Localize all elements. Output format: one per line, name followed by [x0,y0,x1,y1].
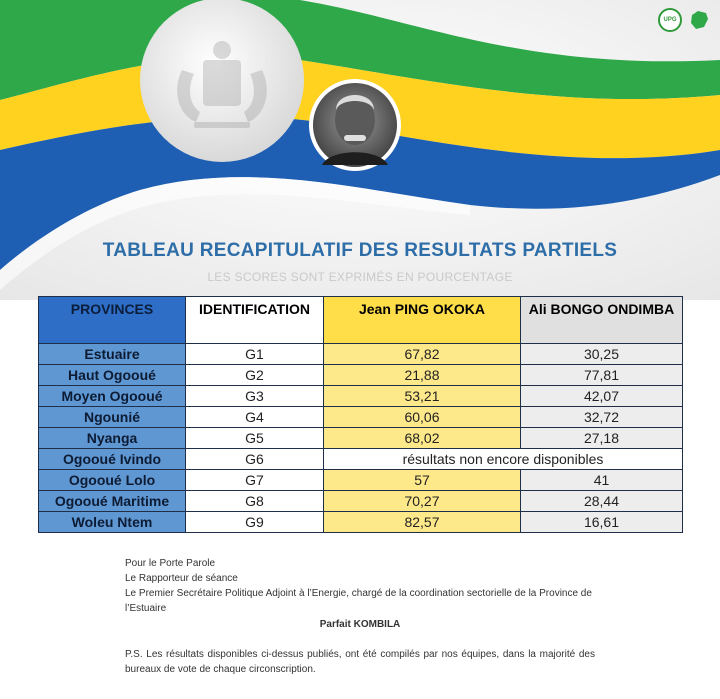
ping-score-cell: 53,21 [324,386,521,407]
bongo-score-cell: 27,18 [521,428,683,449]
page-title: TABLEAU RECAPITULATIF DES RESULTATS PARTIELS [102,240,618,261]
ping-score-cell: 21,88 [324,365,521,386]
id-cell: G1 [186,344,324,365]
id-cell: G7 [186,470,324,491]
id-cell: G9 [186,512,324,533]
header-identification: IDENTIFICATION [186,297,324,344]
province-cell: Ngounié [39,407,186,428]
id-cell: G8 [186,491,324,512]
postscript: P.S. Les résultats disponibles ci-dessus publiés, ont été compilés par nos équipes, dans la majorité des bureaux de vote de chaque circonscription. [125,649,595,675]
footer-line: Pour le Porte Parole [125,558,216,569]
id-cell: G3 [186,386,324,407]
table-row [39,344,683,365]
ping-score-cell: 68,02 [324,428,521,449]
ping-score-cell: 60,06 [324,407,521,428]
ping-score-cell: 67,82 [324,344,521,365]
id-cell: G2 [186,365,324,386]
unavailable-results-cell: résultats non encore disponibles [324,449,683,470]
bongo-score-cell: 28,44 [521,491,683,512]
id-cell: G6 [186,449,324,470]
ping-score-cell: 57 [324,470,521,491]
bongo-score-cell: 16,61 [521,512,683,533]
ping-score-cell: 70,27 [324,491,521,512]
bongo-score-cell: 77,81 [521,365,683,386]
bongo-score-cell: 32,72 [521,407,683,428]
header-jean-ping: Jean PING OKOKA [324,297,521,344]
province-cell: Ogooué Ivindo [39,449,186,470]
party-logos [658,8,710,32]
table-row [39,365,683,386]
id-cell: G5 [186,428,324,449]
footer-line: Le Rapporteur de séance [125,573,238,584]
province-cell: Ogooué Maritime [39,491,186,512]
header-ali-bongo: Ali BONGO ONDIMBA [521,297,683,344]
footer-line: Le Premier Secrétaire Politique Adjoint à l’Energie, chargé de la coordination sectorielle de la Province de l’Estuaire [125,588,592,614]
table-row [39,512,683,533]
province-cell: Ogooué Lolo [39,470,186,491]
header-provinces: PROVINCES [39,297,186,344]
table-row [39,449,683,470]
province-cell: Moyen Ogooué [39,386,186,407]
id-cell: G4 [186,407,324,428]
bongo-score-cell: 30,25 [521,344,683,365]
table-header-row [39,297,683,344]
results-table [38,296,683,533]
table-row [39,386,683,407]
signatory: Parfait KOMBILA [319,619,401,630]
footer-note [125,556,595,677]
province-cell: Haut Ogooué [39,365,186,386]
province-cell: Woleu Ntem [39,512,186,533]
province-cell: Nyanga [39,428,186,449]
page-subtitle: LES SCORES SONT EXPRIMÉS EN POURCENTAGE [207,270,513,284]
gabon-map-icon [688,9,710,31]
table-row [39,491,683,512]
table-row [39,407,683,428]
bongo-score-cell: 41 [521,470,683,491]
table-row [39,428,683,449]
bongo-score-cell: 42,07 [521,386,683,407]
table-row [39,470,683,491]
upg-logo: UPG [658,8,682,32]
province-cell: Estuaire [39,344,186,365]
ping-score-cell: 82,57 [324,512,521,533]
